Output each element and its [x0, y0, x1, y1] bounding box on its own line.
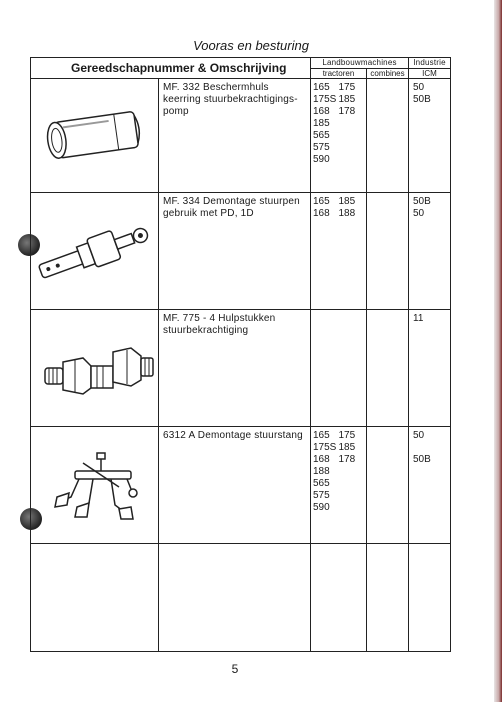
model-number	[339, 466, 365, 478]
model-number-row	[313, 82, 364, 94]
industrie-model-number: 50	[413, 430, 425, 441]
model-number: 575	[313, 142, 330, 153]
tool-image-cell	[31, 427, 159, 544]
industrie-models	[409, 310, 451, 427]
piston-rod-tool-icon	[31, 193, 159, 310]
model-number: 175	[338, 82, 356, 93]
industrie-models	[409, 427, 451, 544]
column-header-industrie: Industrie	[409, 58, 451, 69]
model-number-row	[313, 196, 364, 208]
model-number: 178	[338, 454, 356, 465]
model-number: 175S	[313, 94, 337, 105]
model-number-row	[313, 142, 364, 154]
model-number: 565	[313, 478, 330, 489]
puller-tool-icon	[31, 427, 159, 544]
industrie-model-number: 11	[413, 313, 424, 324]
model-number: 168	[313, 454, 330, 465]
tool-description: MF. 332 Beschermhuls keerring stuurbekrachtigings-pomp	[159, 79, 311, 193]
model-number	[339, 490, 365, 502]
tool-image-cell	[31, 193, 159, 310]
combines-models	[367, 427, 409, 544]
tractoren-models	[311, 544, 367, 652]
model-number-row	[313, 442, 364, 454]
model-number-row	[313, 454, 364, 466]
model-number: 590	[313, 154, 330, 165]
industrie-models	[409, 193, 451, 310]
model-number-row	[313, 466, 364, 478]
model-number: 185	[338, 442, 356, 453]
model-number-row	[313, 118, 364, 130]
model-number: 575	[313, 490, 330, 501]
model-number: 168	[313, 106, 330, 117]
model-number-row	[313, 490, 364, 502]
hex-adapter-fittings-icon	[31, 310, 159, 427]
model-number-row	[313, 430, 364, 442]
industrie-model-number	[413, 442, 446, 454]
industrie-models	[409, 79, 451, 193]
table-row	[31, 193, 451, 310]
model-number: 165	[313, 430, 330, 441]
column-header-icm: ICM	[409, 69, 451, 79]
tool-image-cell	[31, 79, 159, 193]
table-row	[31, 79, 451, 193]
parts-table	[30, 57, 451, 652]
model-number: 185	[338, 196, 356, 207]
model-number-row	[313, 106, 364, 118]
tool-image-cell	[31, 310, 159, 427]
model-number: 168	[313, 208, 330, 219]
table-row	[31, 544, 451, 652]
model-number: 590	[313, 502, 330, 513]
industrie-model-number: 50B	[413, 196, 431, 207]
industrie-model-number: 50B	[413, 94, 431, 105]
model-number: 178	[338, 106, 356, 117]
sleeve-tool-icon	[31, 79, 159, 193]
model-number	[339, 118, 365, 130]
industrie-model-number: 50	[413, 208, 425, 219]
model-number: 188	[313, 466, 330, 477]
model-number	[339, 142, 365, 154]
model-number-row	[313, 208, 364, 220]
column-header-combines: combines	[367, 69, 409, 79]
model-number	[339, 502, 365, 514]
model-number: 565	[313, 130, 330, 141]
industrie-model-number: 50	[413, 82, 425, 93]
model-number: 165	[313, 196, 330, 207]
model-number: 175	[338, 430, 356, 441]
table-row	[31, 427, 451, 544]
page-number: 5	[231, 662, 239, 676]
combines-models	[367, 79, 409, 193]
tractoren-models	[311, 193, 367, 310]
page-title: Vooras en besturing	[193, 38, 309, 53]
model-number-row	[313, 502, 364, 514]
model-number: 165	[313, 82, 330, 93]
model-number: 185	[313, 118, 330, 129]
model-number	[339, 130, 365, 142]
model-number: 188	[338, 208, 356, 219]
tractoren-models	[311, 427, 367, 544]
page-edge	[494, 0, 502, 702]
column-header-main: Gereedschapnummer & Omschrijving	[31, 58, 311, 79]
tractoren-models	[311, 310, 367, 427]
model-number-row	[313, 130, 364, 142]
tool-image-cell	[31, 544, 159, 652]
model-number: 175S	[313, 442, 337, 453]
combines-models	[367, 310, 409, 427]
table-row	[31, 310, 451, 427]
tool-description: MF. 775 - 4 Hulpstukken stuurbekrachtiging	[159, 310, 311, 427]
industrie-model-number: 50B	[413, 454, 431, 465]
tractoren-models	[311, 79, 367, 193]
column-header-landbouw: Landbouwmachines	[311, 58, 409, 69]
tool-description: MF. 334 Demontage stuurpen gebruik met PD, 1D	[159, 193, 311, 310]
model-number-row	[313, 94, 364, 106]
tool-description	[159, 544, 311, 652]
model-number-row	[313, 154, 364, 166]
industrie-models	[409, 544, 451, 652]
model-number	[339, 154, 365, 166]
combines-models	[367, 193, 409, 310]
column-header-tractoren: tractoren	[311, 69, 367, 79]
combines-models	[367, 544, 409, 652]
model-number	[339, 478, 365, 490]
tool-description: 6312 A Demontage stuurstang	[159, 427, 311, 544]
model-number-row	[313, 478, 364, 490]
model-number: 185	[338, 94, 356, 105]
